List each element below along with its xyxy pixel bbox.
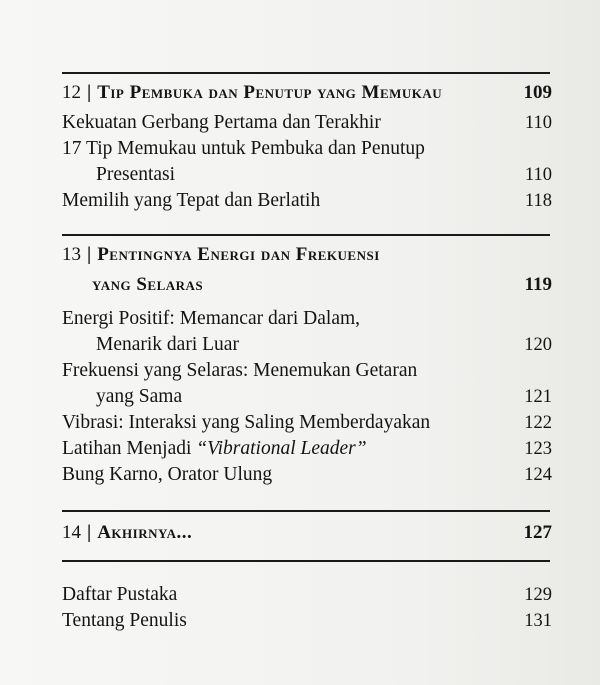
toc-entry [62,110,552,136]
chapter-title: Akhirnya... [97,522,193,543]
entry-page-number: 120 [524,335,552,355]
chapter-number: 14 [62,522,81,543]
entry-page-number: 110 [524,113,552,133]
entry-title: Kekuatan Gerbang Pertama dan Terakhir [62,112,381,133]
entry-title: Frekuensi yang Selaras: Menemukan Getaran [62,360,418,381]
chapter-title: Pentingnya Energi dan Frekuensi [97,244,380,265]
toc-entry [62,410,552,436]
entry-title-continued: Presentasi [96,164,176,185]
entry-title: 17 Tip Memukau untuk Pembuka dan Penutup [62,138,425,159]
chapter-separator: | [87,522,92,543]
chapter-number: 12 [62,82,81,103]
chapter-13-heading [62,240,552,300]
chapter-page-number: 109 [523,82,552,103]
back-matter-entry [62,608,552,634]
chapter-title: Tip Pembuka dan Penutup yang Memukau [97,82,443,103]
entry-title: Daftar Pustaka [62,584,178,605]
entry-title: Bung Karno, Orator Ulung [62,464,273,485]
toc-entry [62,188,552,214]
entry-page-number: 110 [524,165,552,185]
section-divider [62,234,550,236]
toc-entry [62,136,552,188]
chapter-title-continued: yang Selaras [92,274,204,295]
entry-page-number: 124 [524,465,552,485]
entry-title-continued: Menarik dari Luar [96,334,239,355]
section-divider [62,510,550,512]
back-matter-entry [62,582,552,608]
entry-title: Vibrasi: Interaksi yang Saling Memberdayakan [62,412,431,433]
entry-title: Memilih yang Tepat dan Berlatih [62,190,321,211]
chapter-page-number: 127 [523,522,552,543]
entry-title-continued: yang Sama [96,386,183,407]
entry-title-quote: “Vibrational Leader” [196,438,367,459]
section-divider [62,72,550,74]
entry-page-number: 123 [524,439,552,459]
chapter-page-number: 119 [524,274,552,295]
toc-entry [62,462,552,488]
entry-page-number: 122 [524,413,552,433]
chapter-14-heading [62,518,552,548]
toc-entry [62,306,552,358]
entry-title: Energi Positif: Memancar dari Dalam, [62,308,361,329]
chapter-12-heading [62,78,552,108]
entry-page-number: 118 [524,191,552,211]
entry-page-number: 121 [524,387,552,407]
entry-title: Latihan Menjadi [62,438,197,459]
toc-entry [62,358,552,410]
chapter-number: 13 [62,244,81,265]
chapter-separator: | [87,82,92,103]
entry-page-number: 131 [524,611,552,631]
chapter-separator: | [87,244,92,265]
entry-page-number: 129 [524,585,552,605]
toc-entry [62,436,552,462]
entry-title: Tentang Penulis [62,610,187,631]
section-divider [62,560,550,562]
